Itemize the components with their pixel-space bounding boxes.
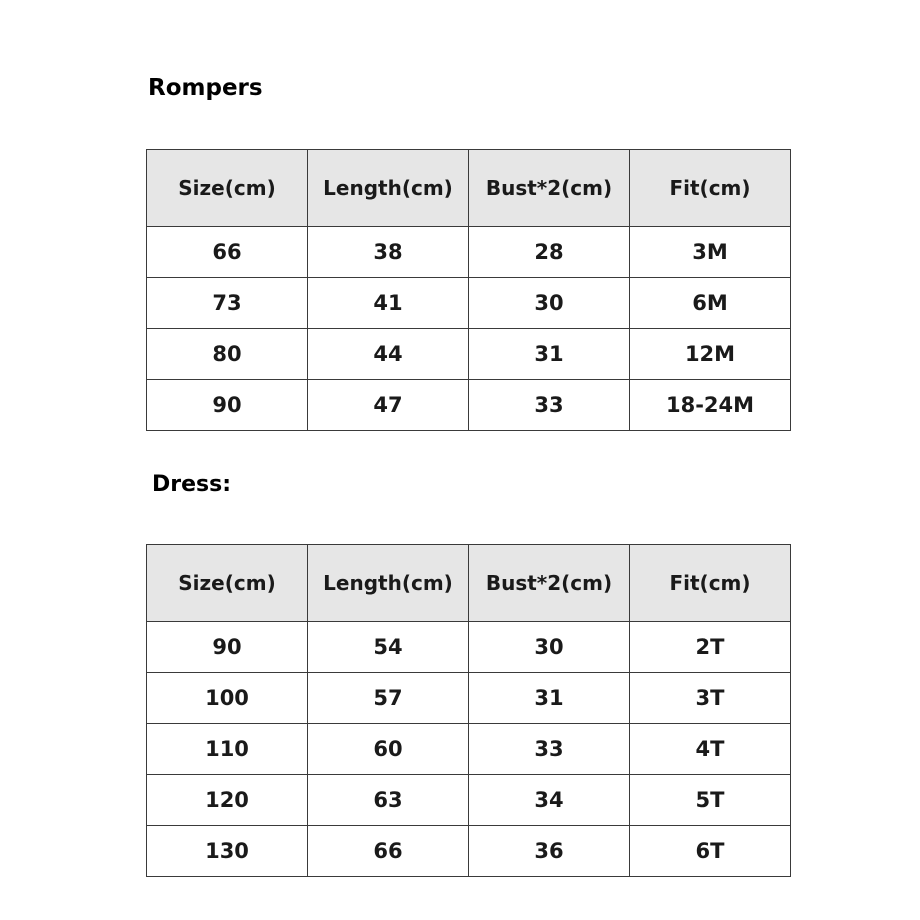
cell-fit: 3T bbox=[630, 673, 791, 724]
cell-fit: 5T bbox=[630, 775, 791, 826]
cell-length: 63 bbox=[308, 775, 469, 826]
table-row bbox=[147, 278, 791, 329]
cell-size: 90 bbox=[147, 380, 308, 431]
cell-length: 54 bbox=[308, 622, 469, 673]
cell-length: 57 bbox=[308, 673, 469, 724]
table-row bbox=[147, 227, 791, 278]
cell-bust: 30 bbox=[469, 622, 630, 673]
table-header-row bbox=[147, 150, 791, 227]
dress-size-table bbox=[146, 544, 791, 877]
table-row bbox=[147, 380, 791, 431]
cell-length: 60 bbox=[308, 724, 469, 775]
cell-bust: 36 bbox=[469, 826, 630, 877]
rompers-section-title: Rompers bbox=[148, 75, 263, 101]
header-length: Length(cm) bbox=[308, 545, 469, 622]
header-length: Length(cm) bbox=[308, 150, 469, 227]
cell-fit: 4T bbox=[630, 724, 791, 775]
cell-fit: 18-24M bbox=[630, 380, 791, 431]
header-fit: Fit(cm) bbox=[630, 150, 791, 227]
table-row bbox=[147, 673, 791, 724]
table-row bbox=[147, 826, 791, 877]
dress-section-title: Dress: bbox=[152, 472, 232, 497]
cell-length: 44 bbox=[308, 329, 469, 380]
cell-bust: 30 bbox=[469, 278, 630, 329]
cell-size: 110 bbox=[147, 724, 308, 775]
cell-bust: 31 bbox=[469, 673, 630, 724]
header-bust: Bust*2(cm) bbox=[469, 545, 630, 622]
cell-fit: 12M bbox=[630, 329, 791, 380]
cell-size: 130 bbox=[147, 826, 308, 877]
cell-size: 73 bbox=[147, 278, 308, 329]
cell-size: 120 bbox=[147, 775, 308, 826]
cell-bust: 34 bbox=[469, 775, 630, 826]
cell-length: 66 bbox=[308, 826, 469, 877]
cell-length: 47 bbox=[308, 380, 469, 431]
header-size: Size(cm) bbox=[147, 150, 308, 227]
cell-size: 66 bbox=[147, 227, 308, 278]
table-row bbox=[147, 775, 791, 826]
table-row bbox=[147, 724, 791, 775]
cell-size: 100 bbox=[147, 673, 308, 724]
header-size: Size(cm) bbox=[147, 545, 308, 622]
cell-fit: 2T bbox=[630, 622, 791, 673]
cell-length: 41 bbox=[308, 278, 469, 329]
cell-fit: 6M bbox=[630, 278, 791, 329]
table-row bbox=[147, 622, 791, 673]
header-fit: Fit(cm) bbox=[630, 545, 791, 622]
header-bust: Bust*2(cm) bbox=[469, 150, 630, 227]
cell-bust: 28 bbox=[469, 227, 630, 278]
cell-fit: 3M bbox=[630, 227, 791, 278]
cell-size: 80 bbox=[147, 329, 308, 380]
cell-length: 38 bbox=[308, 227, 469, 278]
table-header-row bbox=[147, 545, 791, 622]
cell-size: 90 bbox=[147, 622, 308, 673]
table-row bbox=[147, 329, 791, 380]
rompers-size-table bbox=[146, 149, 791, 431]
cell-fit: 6T bbox=[630, 826, 791, 877]
cell-bust: 31 bbox=[469, 329, 630, 380]
cell-bust: 33 bbox=[469, 380, 630, 431]
cell-bust: 33 bbox=[469, 724, 630, 775]
